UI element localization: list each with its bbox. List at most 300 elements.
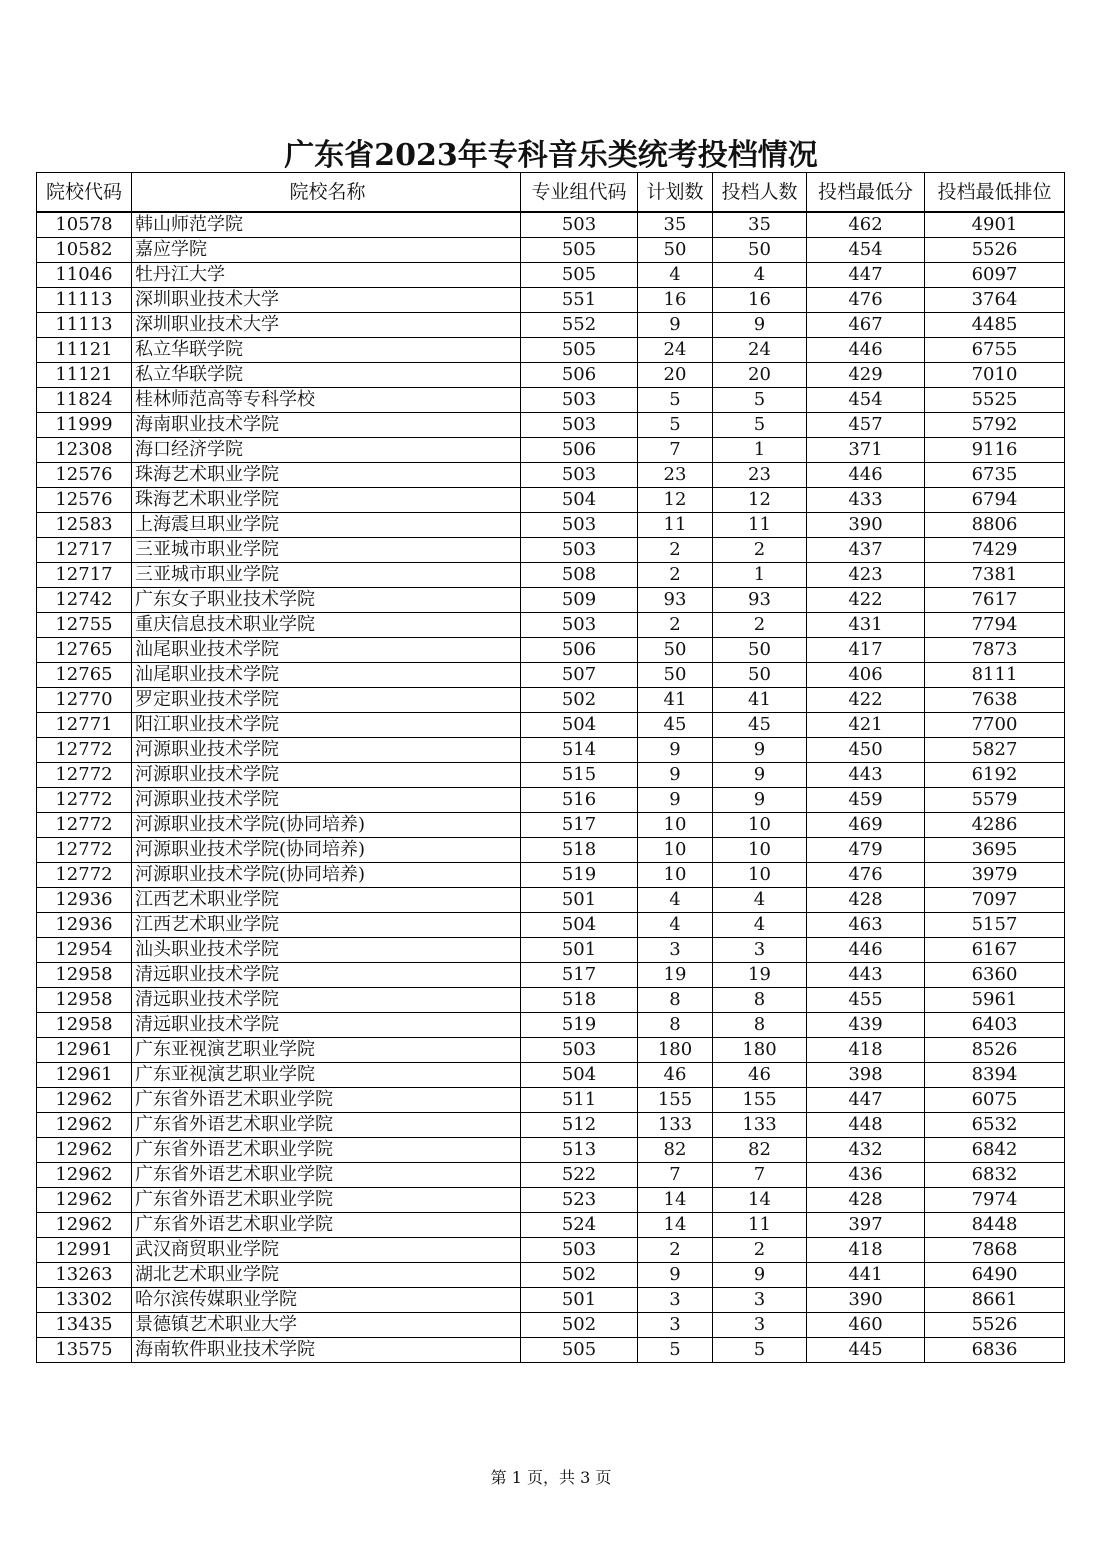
cell-min-score: 479 [807, 838, 925, 863]
cell-school-name: 广东省外语艺术职业学院 [132, 1113, 521, 1138]
cell-school-name: 清远职业技术学院 [132, 963, 521, 988]
cell-plan-count: 46 [638, 1063, 713, 1088]
cell-school-name: 珠海艺术职业学院 [132, 463, 521, 488]
cell-min-rank: 7381 [925, 563, 1065, 588]
cell-school-name: 广东省外语艺术职业学院 [132, 1213, 521, 1238]
cell-min-score: 459 [807, 788, 925, 813]
cell-min-score: 417 [807, 638, 925, 663]
cell-group-code: 504 [521, 488, 638, 513]
cell-plan-count: 41 [638, 688, 713, 713]
cell-admitted-count: 2 [713, 538, 807, 563]
cell-admitted-count: 3 [713, 1288, 807, 1313]
table-row [37, 1313, 1065, 1338]
cell-school-code: 12962 [37, 1188, 132, 1213]
cell-admitted-count: 20 [713, 363, 807, 388]
cell-min-rank: 6532 [925, 1113, 1065, 1138]
cell-plan-count: 10 [638, 863, 713, 888]
cell-min-score: 433 [807, 488, 925, 513]
cell-school-code: 12717 [37, 538, 132, 563]
cell-min-rank: 5526 [925, 238, 1065, 263]
cell-min-rank: 7638 [925, 688, 1065, 713]
cell-min-score: 455 [807, 988, 925, 1013]
cell-min-score: 447 [807, 263, 925, 288]
cell-min-rank: 5157 [925, 913, 1065, 938]
cell-min-score: 447 [807, 1088, 925, 1113]
cell-min-rank: 5792 [925, 413, 1065, 438]
cell-min-score: 390 [807, 1288, 925, 1313]
cell-min-score: 431 [807, 613, 925, 638]
cell-min-rank: 7097 [925, 888, 1065, 913]
table-row [37, 813, 1065, 838]
cell-school-name: 河源职业技术学院 [132, 763, 521, 788]
cell-group-code: 503 [521, 613, 638, 638]
cell-plan-count: 180 [638, 1038, 713, 1063]
cell-group-code: 511 [521, 1088, 638, 1113]
table-row [37, 488, 1065, 513]
cell-plan-count: 35 [638, 212, 713, 238]
cell-school-name: 武汉商贸职业学院 [132, 1238, 521, 1263]
cell-group-code: 503 [521, 1238, 638, 1263]
table-row [37, 613, 1065, 638]
cell-plan-count: 9 [638, 788, 713, 813]
cell-min-rank: 8394 [925, 1063, 1065, 1088]
table-row [37, 688, 1065, 713]
cell-admitted-count: 50 [713, 663, 807, 688]
cell-admitted-count: 41 [713, 688, 807, 713]
cell-school-name: 河源职业技术学院(协同培养) [132, 813, 521, 838]
cell-plan-count: 14 [638, 1213, 713, 1238]
table-row [37, 1288, 1065, 1313]
cell-plan-count: 10 [638, 813, 713, 838]
cell-group-code: 506 [521, 638, 638, 663]
cell-plan-count: 2 [638, 1238, 713, 1263]
cell-min-rank: 6403 [925, 1013, 1065, 1038]
cell-plan-count: 9 [638, 313, 713, 338]
table-row [37, 438, 1065, 463]
cell-school-name: 深圳职业技术大学 [132, 313, 521, 338]
cell-school-code: 10578 [37, 212, 132, 238]
cell-school-name: 私立华联学院 [132, 338, 521, 363]
cell-admitted-count: 3 [713, 1313, 807, 1338]
cell-school-name: 深圳职业技术大学 [132, 288, 521, 313]
cell-group-code: 512 [521, 1113, 638, 1138]
cell-min-score: 421 [807, 713, 925, 738]
cell-min-rank: 6755 [925, 338, 1065, 363]
cell-school-name: 汕尾职业技术学院 [132, 663, 521, 688]
cell-min-rank: 9116 [925, 438, 1065, 463]
cell-school-code: 12954 [37, 938, 132, 963]
cell-min-rank: 3695 [925, 838, 1065, 863]
cell-group-code: 501 [521, 1288, 638, 1313]
cell-school-name: 广东省外语艺术职业学院 [132, 1188, 521, 1213]
cell-school-name: 河源职业技术学院 [132, 788, 521, 813]
cell-school-name: 嘉应学院 [132, 238, 521, 263]
cell-school-code: 12958 [37, 1013, 132, 1038]
cell-group-code: 519 [521, 1013, 638, 1038]
table-row [37, 1213, 1065, 1238]
cell-school-code: 12765 [37, 638, 132, 663]
cell-school-name: 海南软件职业技术学院 [132, 1338, 521, 1363]
cell-admitted-count: 10 [713, 813, 807, 838]
cell-school-name: 江西艺术职业学院 [132, 888, 521, 913]
cell-min-rank: 4485 [925, 313, 1065, 338]
cell-group-code: 503 [521, 513, 638, 538]
cell-group-code: 522 [521, 1163, 638, 1188]
cell-admitted-count: 5 [713, 1338, 807, 1363]
cell-min-score: 371 [807, 438, 925, 463]
table-row [37, 788, 1065, 813]
cell-school-name: 清远职业技术学院 [132, 1013, 521, 1038]
cell-school-code: 12308 [37, 438, 132, 463]
cell-group-code: 513 [521, 1138, 638, 1163]
cell-school-name: 河源职业技术学院(协同培养) [132, 863, 521, 888]
table-row [37, 713, 1065, 738]
cell-school-name: 湖北艺术职业学院 [132, 1263, 521, 1288]
cell-min-rank: 7794 [925, 613, 1065, 638]
cell-plan-count: 24 [638, 338, 713, 363]
cell-admitted-count: 180 [713, 1038, 807, 1063]
cell-plan-count: 16 [638, 288, 713, 313]
cell-min-rank: 3764 [925, 288, 1065, 313]
cell-min-rank: 5525 [925, 388, 1065, 413]
cell-school-code: 12958 [37, 988, 132, 1013]
table-row [37, 1188, 1065, 1213]
cell-min-rank: 7617 [925, 588, 1065, 613]
cell-min-score: 462 [807, 212, 925, 238]
cell-plan-count: 45 [638, 713, 713, 738]
cell-school-name: 广东省外语艺术职业学院 [132, 1163, 521, 1188]
table-row [37, 212, 1065, 238]
cell-plan-count: 4 [638, 888, 713, 913]
cell-min-rank: 6075 [925, 1088, 1065, 1113]
cell-group-code: 523 [521, 1188, 638, 1213]
table-row [37, 1238, 1065, 1263]
cell-plan-count: 7 [638, 1163, 713, 1188]
cell-admitted-count: 9 [713, 313, 807, 338]
cell-group-code: 506 [521, 363, 638, 388]
cell-min-score: 469 [807, 813, 925, 838]
cell-admitted-count: 133 [713, 1113, 807, 1138]
cell-min-score: 454 [807, 388, 925, 413]
table-row [37, 338, 1065, 363]
cell-min-score: 418 [807, 1238, 925, 1263]
cell-plan-count: 5 [638, 413, 713, 438]
cell-admitted-count: 10 [713, 838, 807, 863]
cell-school-name: 广东亚视演艺职业学院 [132, 1063, 521, 1088]
cell-min-score: 397 [807, 1213, 925, 1238]
cell-admitted-count: 11 [713, 1213, 807, 1238]
cell-group-code: 504 [521, 913, 638, 938]
cell-min-rank: 7010 [925, 363, 1065, 388]
cell-min-rank: 8111 [925, 663, 1065, 688]
cell-school-code: 13302 [37, 1288, 132, 1313]
cell-min-rank: 3979 [925, 863, 1065, 888]
cell-school-name: 韩山师范学院 [132, 212, 521, 238]
table-row [37, 388, 1065, 413]
header-school-name: 院校名称 [132, 173, 521, 213]
cell-min-score: 457 [807, 413, 925, 438]
cell-group-code: 505 [521, 338, 638, 363]
cell-min-rank: 8448 [925, 1213, 1065, 1238]
header-group-code: 专业组代码 [521, 173, 638, 213]
cell-school-code: 12583 [37, 513, 132, 538]
table-row [37, 238, 1065, 263]
cell-min-rank: 7974 [925, 1188, 1065, 1213]
cell-school-name: 汕头职业技术学院 [132, 938, 521, 963]
cell-min-rank: 6360 [925, 963, 1065, 988]
table-row [37, 313, 1065, 338]
cell-admitted-count: 1 [713, 438, 807, 463]
cell-plan-count: 5 [638, 1338, 713, 1363]
cell-school-code: 12772 [37, 813, 132, 838]
cell-plan-count: 4 [638, 913, 713, 938]
cell-school-code: 12961 [37, 1038, 132, 1063]
cell-min-score: 476 [807, 288, 925, 313]
cell-group-code: 502 [521, 688, 638, 713]
cell-school-code: 12765 [37, 663, 132, 688]
table-row [37, 363, 1065, 388]
cell-plan-count: 19 [638, 963, 713, 988]
cell-school-name: 广东亚视演艺职业学院 [132, 1038, 521, 1063]
cell-admitted-count: 1 [713, 563, 807, 588]
table-row [37, 1138, 1065, 1163]
cell-school-code: 12717 [37, 563, 132, 588]
header-plan-count: 计划数 [638, 173, 713, 213]
cell-admitted-count: 10 [713, 863, 807, 888]
cell-admitted-count: 5 [713, 388, 807, 413]
cell-min-rank: 6490 [925, 1263, 1065, 1288]
cell-admitted-count: 3 [713, 938, 807, 963]
cell-min-score: 390 [807, 513, 925, 538]
cell-min-rank: 7868 [925, 1238, 1065, 1263]
header-min-rank: 投档最低排位 [925, 173, 1065, 213]
cell-plan-count: 155 [638, 1088, 713, 1113]
table-header-row [37, 173, 1065, 213]
cell-group-code: 509 [521, 588, 638, 613]
cell-group-code: 516 [521, 788, 638, 813]
cell-admitted-count: 5 [713, 413, 807, 438]
cell-plan-count: 4 [638, 263, 713, 288]
cell-school-name: 海南职业技术学院 [132, 413, 521, 438]
table-row [37, 513, 1065, 538]
page-footer: 第 1 页，共 3 页 [490, 1468, 612, 1487]
cell-min-score: 450 [807, 738, 925, 763]
cell-group-code: 518 [521, 838, 638, 863]
cell-min-score: 429 [807, 363, 925, 388]
cell-group-code: 504 [521, 1063, 638, 1088]
cell-school-code: 12772 [37, 863, 132, 888]
cell-school-code: 10582 [37, 238, 132, 263]
cell-min-score: 448 [807, 1113, 925, 1138]
cell-admitted-count: 7 [713, 1163, 807, 1188]
cell-school-name: 三亚城市职业学院 [132, 538, 521, 563]
header-admitted-count: 投档人数 [713, 173, 807, 213]
cell-admitted-count: 12 [713, 488, 807, 513]
cell-min-score: 454 [807, 238, 925, 263]
cell-school-code: 12771 [37, 713, 132, 738]
cell-plan-count: 8 [638, 988, 713, 1013]
cell-admitted-count: 24 [713, 338, 807, 363]
cell-school-name: 景德镇艺术职业大学 [132, 1313, 521, 1338]
cell-plan-count: 2 [638, 563, 713, 588]
cell-plan-count: 11 [638, 513, 713, 538]
cell-min-score: 432 [807, 1138, 925, 1163]
cell-admitted-count: 9 [713, 763, 807, 788]
cell-plan-count: 50 [638, 663, 713, 688]
cell-plan-count: 5 [638, 388, 713, 413]
table-row [37, 1063, 1065, 1088]
cell-min-score: 436 [807, 1163, 925, 1188]
table-row [37, 1038, 1065, 1063]
cell-group-code: 524 [521, 1213, 638, 1238]
cell-plan-count: 9 [638, 738, 713, 763]
cell-admitted-count: 2 [713, 613, 807, 638]
admission-table [36, 172, 1065, 1363]
header-school-code: 院校代码 [37, 173, 132, 213]
cell-school-name: 重庆信息技术职业学院 [132, 613, 521, 638]
cell-school-name: 罗定职业技术学院 [132, 688, 521, 713]
cell-min-score: 463 [807, 913, 925, 938]
cell-plan-count: 20 [638, 363, 713, 388]
cell-plan-count: 10 [638, 838, 713, 863]
cell-group-code: 501 [521, 888, 638, 913]
cell-admitted-count: 9 [713, 788, 807, 813]
cell-min-rank: 8526 [925, 1038, 1065, 1063]
cell-group-code: 503 [521, 388, 638, 413]
cell-min-score: 467 [807, 313, 925, 338]
cell-school-name: 牡丹江大学 [132, 263, 521, 288]
cell-min-rank: 6836 [925, 1338, 1065, 1363]
cell-min-rank: 5579 [925, 788, 1065, 813]
cell-plan-count: 133 [638, 1113, 713, 1138]
cell-min-rank: 6097 [925, 263, 1065, 288]
cell-plan-count: 12 [638, 488, 713, 513]
cell-school-name: 河源职业技术学院 [132, 738, 521, 763]
cell-school-name: 上海震旦职业学院 [132, 513, 521, 538]
cell-min-rank: 4901 [925, 212, 1065, 238]
cell-group-code: 505 [521, 1338, 638, 1363]
cell-group-code: 503 [521, 212, 638, 238]
cell-min-rank: 7700 [925, 713, 1065, 738]
cell-school-code: 12962 [37, 1138, 132, 1163]
cell-group-code: 517 [521, 963, 638, 988]
cell-school-name: 广东省外语艺术职业学院 [132, 1138, 521, 1163]
cell-school-code: 12576 [37, 463, 132, 488]
table-row [37, 763, 1065, 788]
cell-school-name: 桂林师范高等专科学校 [132, 388, 521, 413]
cell-admitted-count: 11 [713, 513, 807, 538]
cell-group-code: 502 [521, 1313, 638, 1338]
cell-school-code: 12962 [37, 1163, 132, 1188]
cell-plan-count: 8 [638, 1013, 713, 1038]
cell-school-code: 11113 [37, 288, 132, 313]
cell-plan-count: 14 [638, 1188, 713, 1213]
cell-school-name: 珠海艺术职业学院 [132, 488, 521, 513]
table-row [37, 863, 1065, 888]
cell-admitted-count: 45 [713, 713, 807, 738]
cell-school-code: 12962 [37, 1113, 132, 1138]
cell-school-code: 12770 [37, 688, 132, 713]
cell-school-name: 广东女子职业技术学院 [132, 588, 521, 613]
cell-group-code: 503 [521, 538, 638, 563]
cell-plan-count: 2 [638, 613, 713, 638]
cell-min-score: 446 [807, 463, 925, 488]
cell-min-score: 423 [807, 563, 925, 588]
table-row [37, 988, 1065, 1013]
cell-school-code: 11113 [37, 313, 132, 338]
table-row [37, 538, 1065, 563]
cell-group-code: 507 [521, 663, 638, 688]
cell-plan-count: 50 [638, 238, 713, 263]
cell-admitted-count: 46 [713, 1063, 807, 1088]
cell-min-rank: 6842 [925, 1138, 1065, 1163]
cell-min-score: 437 [807, 538, 925, 563]
cell-school-name: 广东省外语艺术职业学院 [132, 1088, 521, 1113]
cell-admitted-count: 14 [713, 1188, 807, 1213]
table-row [37, 263, 1065, 288]
cell-plan-count: 93 [638, 588, 713, 613]
cell-min-rank: 5526 [925, 1313, 1065, 1338]
cell-group-code: 502 [521, 1263, 638, 1288]
table-row [37, 638, 1065, 663]
cell-min-rank: 6192 [925, 763, 1065, 788]
cell-min-score: 441 [807, 1263, 925, 1288]
table-row [37, 1338, 1065, 1363]
cell-plan-count: 23 [638, 463, 713, 488]
cell-group-code: 504 [521, 713, 638, 738]
cell-school-code: 13435 [37, 1313, 132, 1338]
cell-admitted-count: 35 [713, 212, 807, 238]
cell-plan-count: 3 [638, 938, 713, 963]
cell-group-code: 518 [521, 988, 638, 1013]
cell-plan-count: 3 [638, 1288, 713, 1313]
cell-plan-count: 82 [638, 1138, 713, 1163]
cell-admitted-count: 8 [713, 988, 807, 1013]
table-row [37, 963, 1065, 988]
cell-plan-count: 50 [638, 638, 713, 663]
cell-school-code: 12755 [37, 613, 132, 638]
cell-min-score: 398 [807, 1063, 925, 1088]
cell-admitted-count: 19 [713, 963, 807, 988]
cell-group-code: 514 [521, 738, 638, 763]
cell-school-code: 12772 [37, 838, 132, 863]
cell-school-name: 江西艺术职业学院 [132, 913, 521, 938]
cell-plan-count: 9 [638, 763, 713, 788]
cell-school-code: 11824 [37, 388, 132, 413]
table-row [37, 913, 1065, 938]
cell-min-rank: 5827 [925, 738, 1065, 763]
cell-group-code: 503 [521, 463, 638, 488]
cell-min-rank: 8661 [925, 1288, 1065, 1313]
cell-school-name: 河源职业技术学院(协同培养) [132, 838, 521, 863]
cell-group-code: 552 [521, 313, 638, 338]
cell-school-name: 汕尾职业技术学院 [132, 638, 521, 663]
cell-plan-count: 2 [638, 538, 713, 563]
table-row [37, 1163, 1065, 1188]
cell-school-code: 12936 [37, 913, 132, 938]
cell-min-score: 439 [807, 1013, 925, 1038]
document-title: 广东省2023年专科音乐类统考投档情况 [284, 138, 818, 173]
cell-school-code: 13575 [37, 1338, 132, 1363]
cell-min-score: 446 [807, 938, 925, 963]
table-row [37, 563, 1065, 588]
table-row [37, 588, 1065, 613]
cell-admitted-count: 2 [713, 1238, 807, 1263]
cell-school-code: 12958 [37, 963, 132, 988]
cell-group-code: 505 [521, 263, 638, 288]
cell-school-code: 11046 [37, 263, 132, 288]
cell-group-code: 508 [521, 563, 638, 588]
